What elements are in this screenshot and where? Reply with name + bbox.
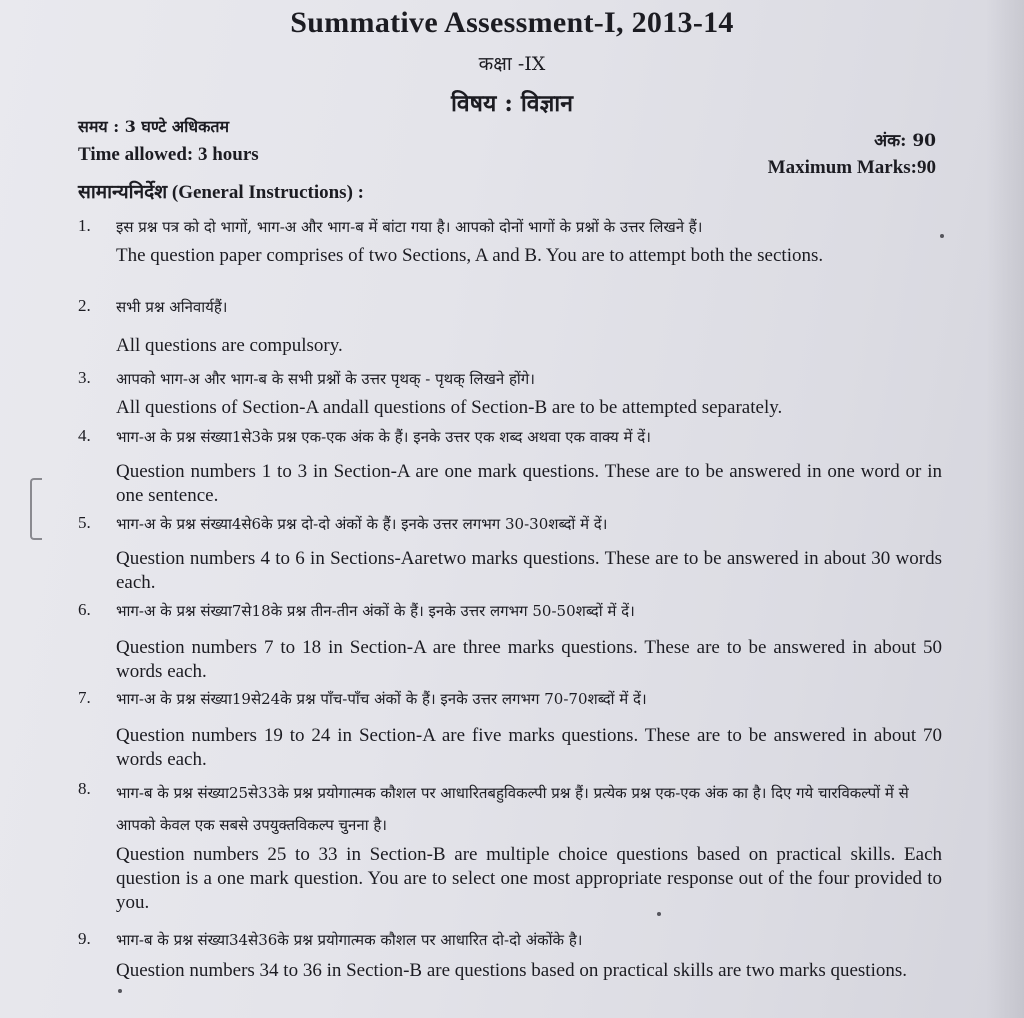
instruction-english: Question numbers 19 to 24 in Section-A are five marks questions. These are to be answered in about 70 words each. bbox=[116, 725, 942, 770]
max-marks-english: Maximum Marks:90 bbox=[767, 157, 936, 178]
instruction-number: 5. bbox=[78, 513, 91, 532]
instruction-english: Question numbers 7 to 18 in Section-A are three marks questions. These are to be answered in about 50 words each. bbox=[116, 637, 942, 682]
subject-label: विषय : विज्ञान bbox=[450, 90, 574, 117]
instruction-number: 4. bbox=[78, 426, 91, 445]
instruction-english: Question numbers 1 to 3 in Section-A are one mark questions. These are to be answered in one word or in one sentence. bbox=[116, 461, 942, 506]
instruction-english: All questions are compulsory. bbox=[116, 335, 343, 356]
page-shadow bbox=[986, 0, 1024, 1018]
instruction-number: 8. bbox=[78, 779, 91, 798]
instruction-hindi: आपको भाग-अ और भाग-ब के सभी प्रश्नों के उत्तर पृथक् - पृथक् लिखने होंगे। bbox=[116, 370, 535, 388]
instruction-hindi: सभी प्रश्न अनिवार्यहैं। bbox=[116, 298, 228, 316]
instruction-number: 3. bbox=[78, 368, 91, 387]
instruction-english: Question numbers 34 to 36 in Section-B are questions based on practical skills are two marks questions. bbox=[116, 960, 907, 981]
max-marks-hindi: अंक: 90 bbox=[874, 131, 936, 151]
margin-pencil-mark bbox=[30, 478, 42, 540]
instruction-hindi: भाग-अ के प्रश्न संख्या4से6के प्रश्न दो-दो अंकों के हैं। इनके उत्तर लगभग 30-30शब्दों में दें। bbox=[116, 515, 608, 533]
ink-dot bbox=[118, 989, 122, 993]
ink-dot bbox=[940, 234, 944, 238]
class-label: कक्षा -IX bbox=[478, 53, 546, 75]
instruction-hindi: भाग-अ के प्रश्न संख्या7से18के प्रश्न तीन-तीन अंकों के हैं। इनके उत्तर लगभग 50-50शब्दों में दें। bbox=[116, 602, 635, 620]
instruction-hindi: भाग-ब के प्रश्न संख्या25से33के प्रश्न प्रयोगात्मक कौशल पर आधारितबहुविकल्पी प्रश्न हैं। प्रत्येक प्रश्न एक-एक अंक का है। दिए गये चारविकल्पों में से आपको केवल एक सबसे उपयुक्तविकल्प चुनना है। bbox=[116, 784, 909, 834]
instruction-hindi: इस प्रश्न पत्र को दो भागों, भाग-अ और भाग-ब में बांटा गया है। आपको दोनों भागों के प्रश्नों के उत्तर लिखने हैं। bbox=[116, 218, 703, 236]
instruction-english: The question paper comprises of two Sections, A and B. You are to attempt both the sections. bbox=[116, 245, 824, 266]
instruction-hindi: भाग-अ के प्रश्न संख्या19से24के प्रश्न पाँच-पाँच अंकों के हैं। इनके उत्तर लगभग 70-70शब्दों में दें। bbox=[116, 690, 647, 708]
instruction-english: Question numbers 4 to 6 in Sections-Aaretwo marks questions. These are to be answered in about 30 words each. bbox=[116, 548, 942, 593]
instruction-number: 1. bbox=[78, 216, 91, 235]
instruction-number: 6. bbox=[78, 600, 91, 619]
instruction-number: 7. bbox=[78, 688, 91, 707]
time-allowed-english: Time allowed: 3 hours bbox=[78, 144, 259, 165]
instruction-hindi: भाग-ब के प्रश्न संख्या34से36के प्रश्न प्रयोगात्मक कौशल पर आधारित दो-दो अंकोंके है। bbox=[116, 931, 583, 949]
instruction-number: 2. bbox=[78, 296, 91, 315]
instruction-english: Question numbers 25 to 33 in Section-B are multiple choice questions based on practical skills. Each question is a one mark question. You are to select one most appropriate response out of the four provided to you. bbox=[116, 844, 942, 913]
ink-dot bbox=[657, 912, 661, 916]
paper-title: Summative Assessment-I, 2013-14 bbox=[290, 6, 734, 39]
instruction-number: 9. bbox=[78, 929, 91, 948]
time-allowed-hindi: समय : 3 घण्टे अधिकतम bbox=[78, 117, 230, 136]
instruction-hindi: भाग-अ के प्रश्न संख्या1से3के प्रश्न एक-एक अंक के हैं। इनके उत्तर एक शब्द अथवा एक वाक्य में दें। bbox=[116, 428, 651, 446]
general-instructions-heading: सामान्यनिर्देश (General Instructions) : bbox=[78, 182, 364, 203]
instruction-english: All questions of Section-A andall questions of Section-B are to be attempted separately. bbox=[116, 397, 783, 418]
